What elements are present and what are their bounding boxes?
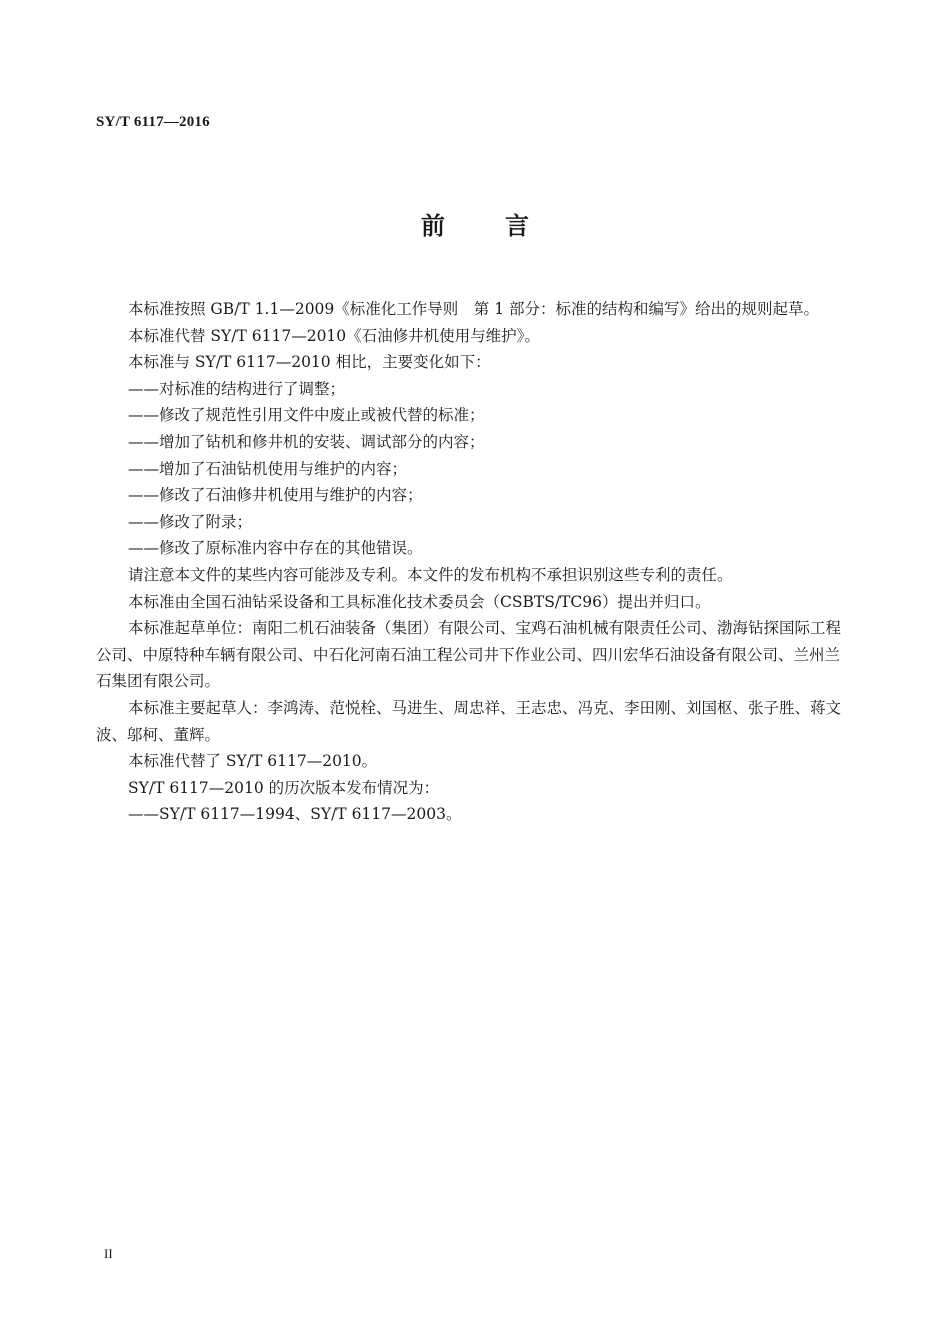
paragraph-version-history-intro: SY/T 6117—2010 的历次版本发布情况为： bbox=[128, 778, 440, 797]
page-title bbox=[0, 206, 950, 241]
foreword-body bbox=[96, 296, 841, 828]
list-item: ——增加了钻机和修井机的安装、调试部分的内容； bbox=[128, 432, 485, 451]
paragraph-drafting-rules: 本标准按照 GB/T 1.1—2009《标准化工作导则 第 1 部分：标准的结构和编写》给出的规则起草。 bbox=[128, 300, 820, 318]
paragraph-drafters: 本标准主要起草人：李鸿涛、范悦栓、马进生、周忠祥、王志忠、冯克、李田刚、刘国枢、张子胜、蒋文波、邬柯、董辉。 bbox=[96, 698, 842, 744]
title-char-1: 前 bbox=[421, 212, 445, 240]
page-number: II bbox=[104, 1246, 113, 1261]
paragraph-drafting-units: 本标准起草单位：南阳二机石油装备（集团）有限公司、宝鸡石油机械有限责任公司、渤海钻探国际工程公司、中原特种车辆有限公司、中石化河南石油工程公司井下作业公司、四川宏华石油设备有限公司、兰州兰石集团有限公司。 bbox=[96, 619, 842, 691]
paragraph-proposed-by: 本标准由全国石油钻采设备和工具标准化技术委员会（CSBTS/TC96）提出并归口。 bbox=[128, 592, 711, 611]
title-char-2: 言 bbox=[505, 212, 529, 240]
list-item: ——修改了石油修井机使用与维护的内容； bbox=[128, 486, 423, 505]
paragraph-patent-notice: 请注意本文件的某些内容可能涉及专利。本文件的发布机构不承担识别这些专利的责任。 bbox=[128, 565, 733, 584]
list-item: ——修改了附录； bbox=[128, 512, 253, 531]
list-item: ——对标准的结构进行了调整； bbox=[128, 379, 346, 398]
list-item: ——修改了规范性引用文件中废止或被代替的标准； bbox=[128, 406, 485, 425]
paragraph-changes-intro: 本标准与 SY/T 6117—2010 相比，主要变化如下： bbox=[128, 353, 491, 372]
paragraph-replaced-standard: 本标准代替了 SY/T 6117—2010。 bbox=[128, 752, 378, 771]
paragraph-replaces: 本标准代替 SY/T 6117—2010《石油修井机使用与维护》。 bbox=[128, 326, 540, 345]
list-item: ——SY/T 6117—1994、SY/T 6117—2003。 bbox=[128, 805, 462, 824]
list-item: ——修改了原标准内容中存在的其他错误。 bbox=[128, 539, 423, 558]
list-item: ——增加了石油钻机使用与维护的内容； bbox=[128, 459, 408, 478]
document-number: SY/T 6117—2016 bbox=[96, 114, 210, 130]
